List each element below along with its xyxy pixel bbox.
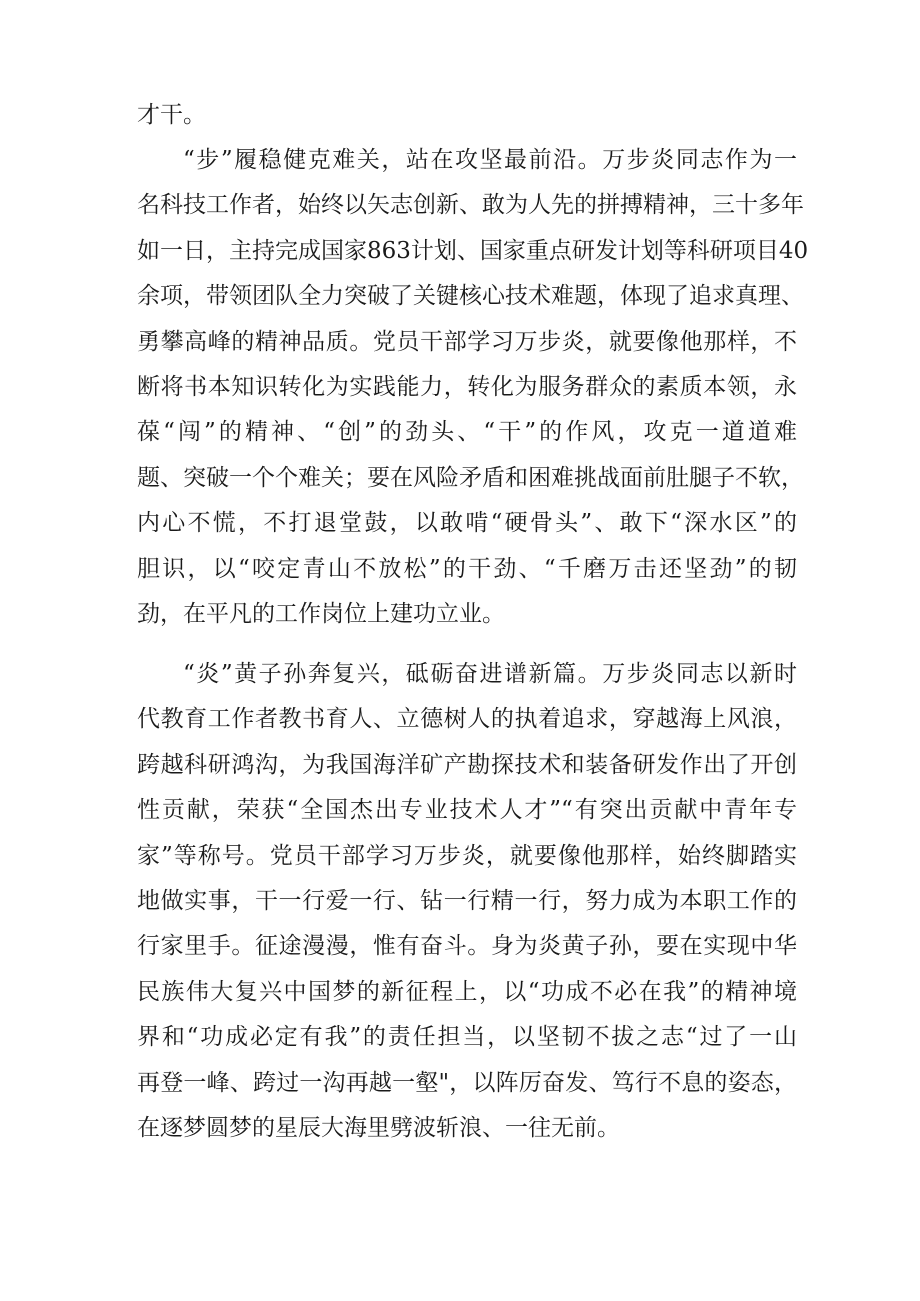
text-line: 内心不慌，不打退堂鼓，以敢啃“硬骨头”、敢下“深水区”的 [137, 510, 797, 536]
text-line: 性贡献，荣获“全国杰出专业技术人才”“有突出贡献中青年专 [137, 797, 797, 823]
text-line: 在逐梦圆梦的星辰大海里劈波斩浪、一往无前。 [137, 1115, 620, 1141]
text-line: “步”履稳健克难关，站在攻坚最前沿。万步炎同志作为一 [183, 147, 797, 173]
text-line: 胆识，以“咬定青山不放松”的干劲、“千磨万击还坚劲”的韧 [137, 556, 797, 582]
text-line: 题、突破一个个难关；要在风险矛盾和困难挑战面前肚腿子不软， [137, 465, 804, 491]
text-line: 葆“闯”的精神、“创”的劲头、“干”的作风，攻克一道道难 [137, 419, 797, 445]
text-line: 名科技工作者，始终以矢志创新、敢为人先的拼搏精神，三十多年 [137, 192, 804, 218]
text-line: 余项，带领团队全力突破了关键核心技术难题，体现了追求真理、 [137, 283, 804, 309]
text-line: 家”等称号。党员干部学习万步炎，就要像他那样，始终脚踏实 [137, 843, 797, 869]
text-line: 再登一峰、跨过一沟再越一壑"，以阵厉奋发、笃行不息的姿态， [137, 1070, 797, 1096]
text-line: 界和“功成必定有我”的责任担当，以坚韧不拔之志“过了一山 [137, 1024, 797, 1050]
text-line: “炎”黄子孙奔复兴，砥砺奋进谱新篇。万步炎同志以新时 [183, 661, 797, 687]
text-line: 才干。 [137, 102, 206, 128]
text-line: 跨越科研鸿沟，为我国海洋矿产勘探技术和装备研发作出了开创 [137, 752, 797, 778]
text-line: 代教育工作者教书育人、立德树人的执着追求，穿越海上风浪， [137, 706, 797, 732]
text-line: 地做实事，干一行爱一行、钻一行精一行，努力成为本职工作的 [137, 888, 797, 914]
text-line: 勇攀高峰的精神品质。党员干部学习万步炎，就要像他那样，不 [137, 329, 797, 355]
text-line: 劲，在平凡的工作岗位上建功立业。 [137, 601, 505, 627]
text-line: 民族伟大复兴中国梦的新征程上，以“功成不必在我”的精神境 [137, 979, 797, 1005]
text-line: 如一日，主持完成国家863计划、国家重点研发计划等科研项目40 [137, 238, 809, 264]
text-line: 行家里手。征途漫漫，惟有奋斗。身为炎黄子孙，要在实现中华 [137, 933, 797, 959]
text-line: 断将书本知识转化为实践能力，转化为服务群众的素质本领，永 [137, 374, 797, 400]
